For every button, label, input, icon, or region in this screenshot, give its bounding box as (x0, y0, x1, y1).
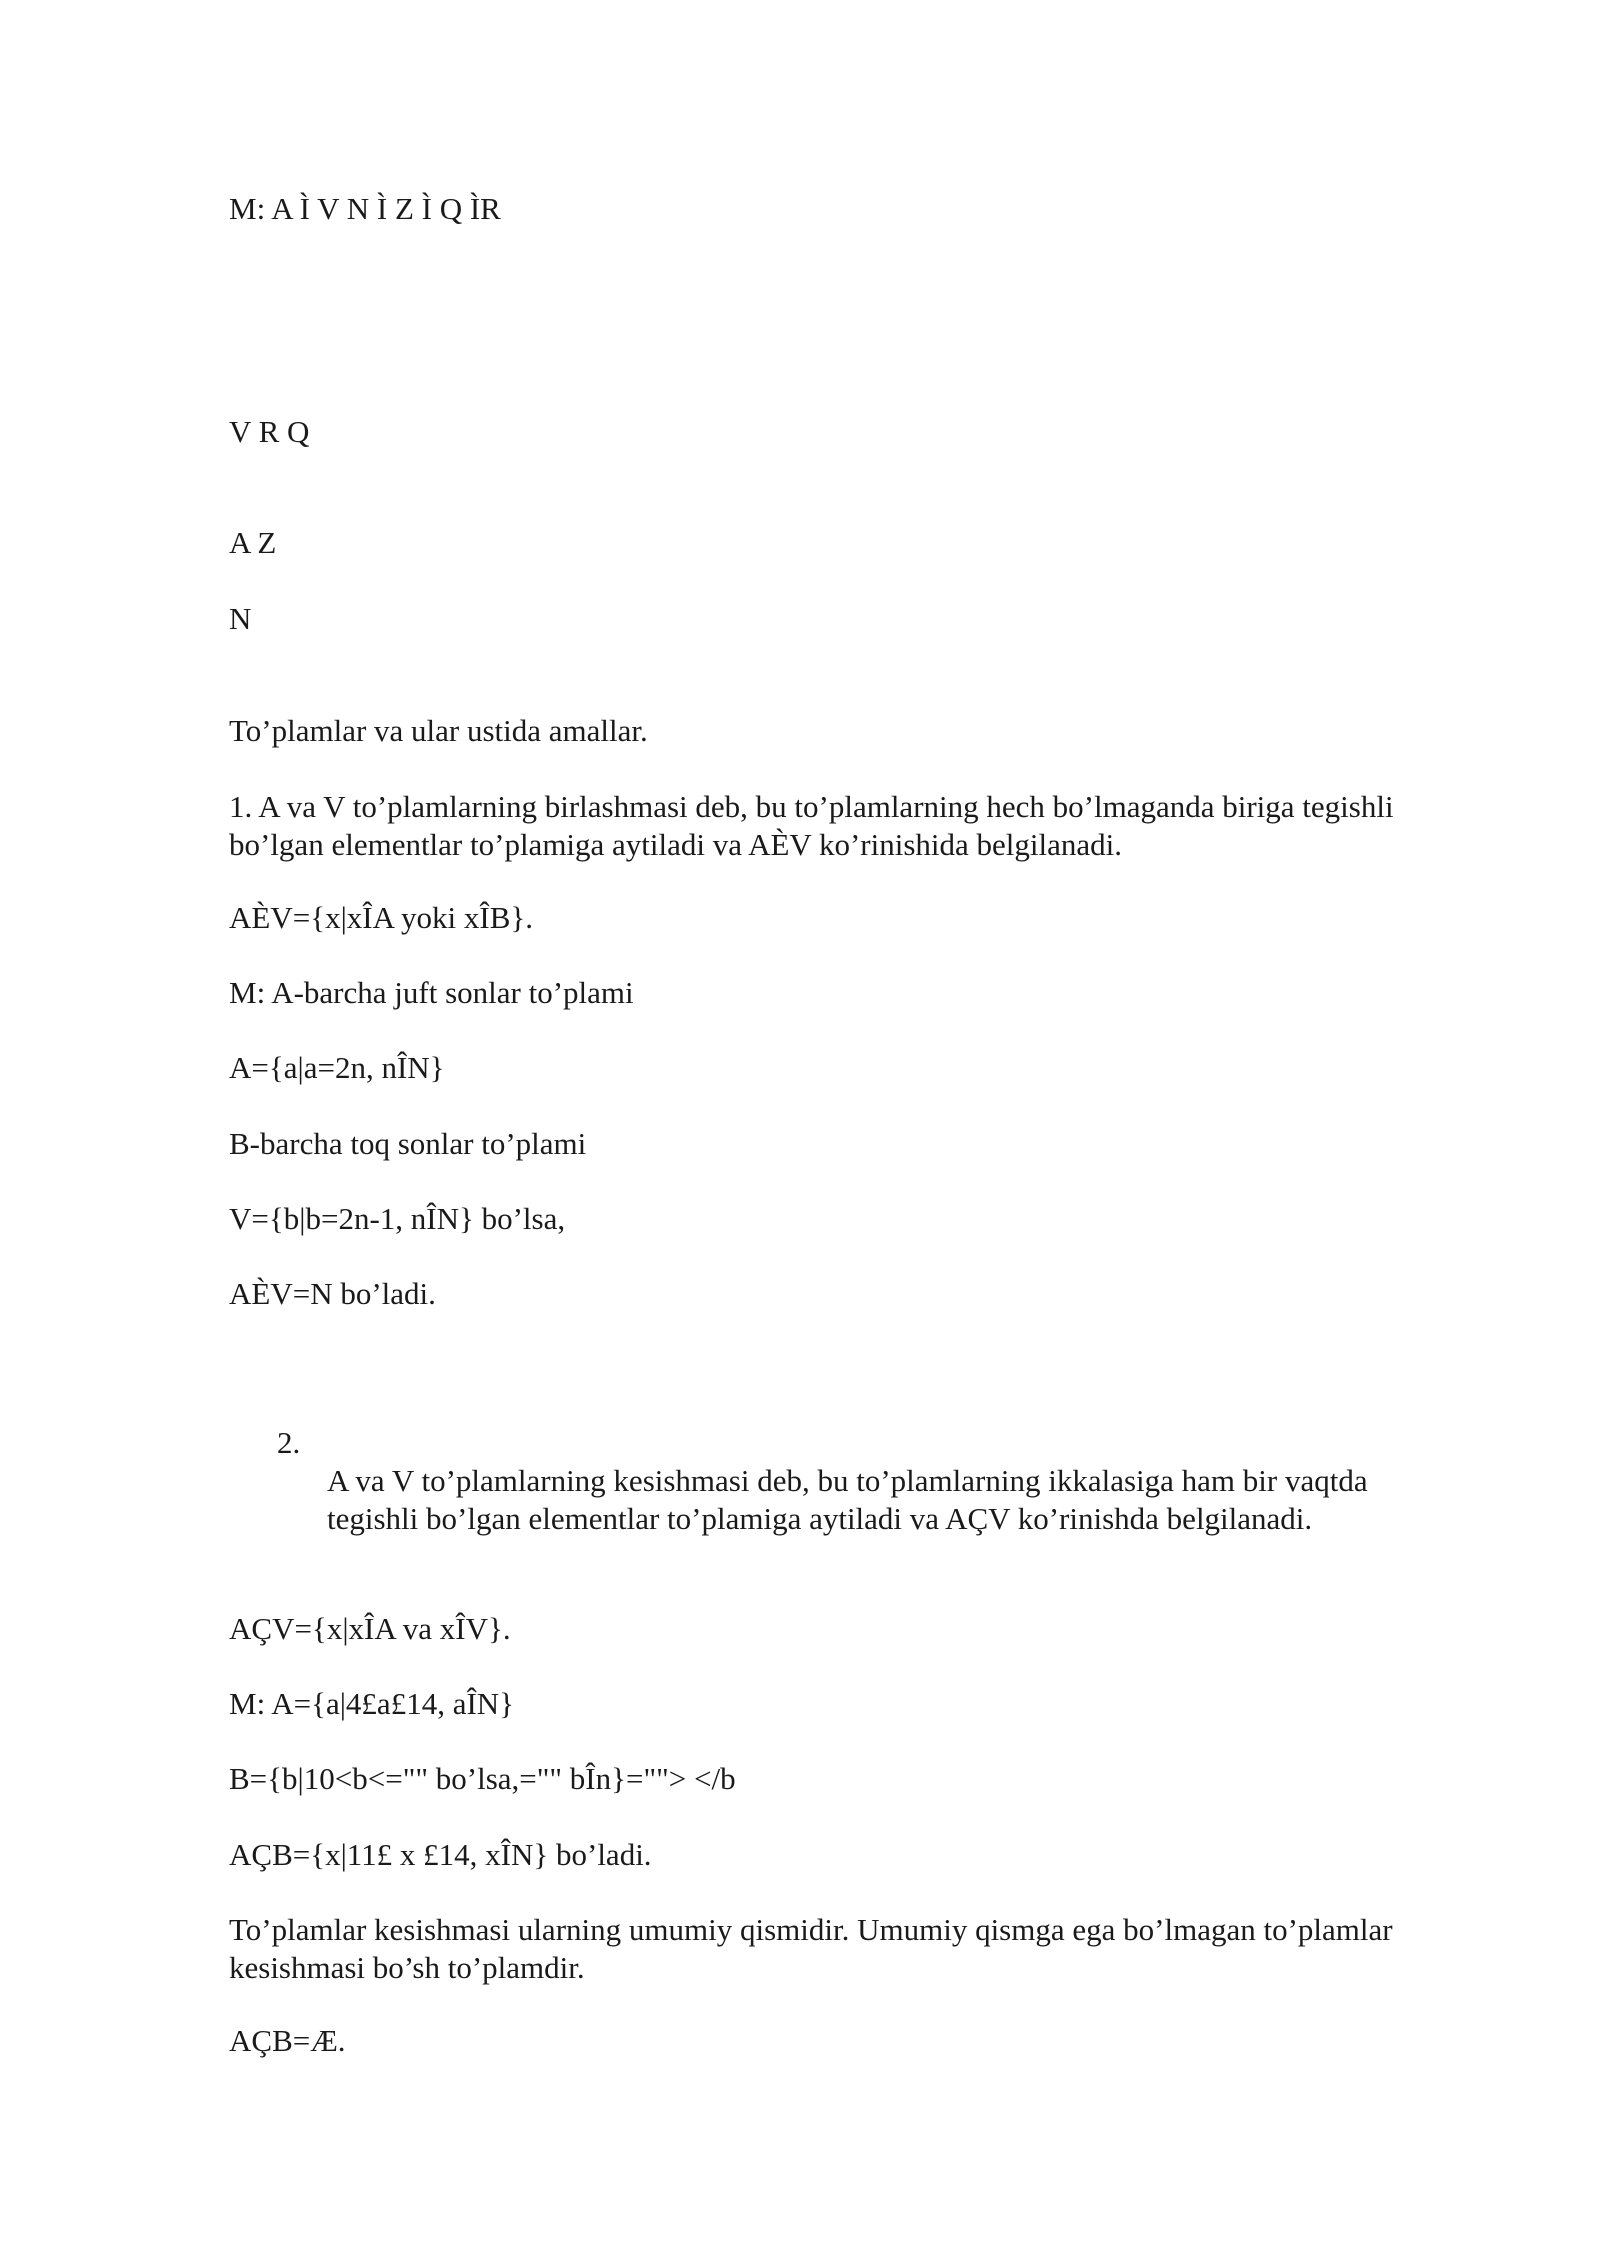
example-1-result: AÈV=N bo’ladi. (229, 1276, 436, 1311)
section-title: To’plamlar va ular ustida amallar. (229, 713, 648, 748)
intersection-definition-paragraph: A va V to’plamlarning kesishmasi deb, bu to’plamlarning ikkalasiga ham bir vaqtda tegishli bo’lgan elementlar to’plamiga aytiladi va AÇV ko’rinishda belgilanadi. (327, 1463, 1368, 1536)
fragment-line-3: N (229, 601, 252, 636)
union-definition-paragraph: 1. A va V to’plamlarning birlashmasi deb, bu to’plamlarning hech bo’lmaganda biriga tegishli bo’lgan elementlar to’plamiga aytiladi va AÈV ko’rinishida belgilanadi. (229, 789, 1402, 862)
union-formula: AÈV={x|xÎA yoki xÎB}. (229, 900, 534, 935)
example-1-set-a: A={a|a=2n, nÎN} (229, 1050, 445, 1085)
intersection-formula: AÇV={x|xÎA va xÎV}. (229, 1611, 511, 1646)
example-1-set-b-description: B-barcha toq sonlar to’plami (229, 1126, 587, 1161)
intersection-note-paragraph: To’plamlar kesishmasi ularning umumiy qismidir. Umumiy qismga ega bo’lmagan to’plamlar kesishmasi bo’sh to’plamdir. (229, 1912, 1401, 1985)
example-2-set-b: B={b|10<b<="" bo’lsa,="" bÎn}=""> </b (229, 1761, 736, 1796)
list-item-2-number: 2. (277, 1425, 301, 1460)
example-1-intro: M: A-barcha juft sonlar to’plami (229, 975, 634, 1010)
example-2-set-a: M: A={a|4£a£14, aÎN} (229, 1686, 515, 1721)
fragment-line-2: A Z (229, 525, 277, 560)
header-line: M: A Ì V N Ì Z Ì Q ÌR (229, 191, 501, 226)
empty-set-formula: AÇB=Æ. (229, 2023, 346, 2058)
example-2-result: AÇB={x|11£ x £14, xÎN} bo’ladi. (229, 1837, 652, 1872)
fragment-line-1: V R Q (229, 414, 310, 449)
example-1-set-v: V={b|b=2n-1, nÎN} bo’lsa, (229, 1201, 566, 1236)
